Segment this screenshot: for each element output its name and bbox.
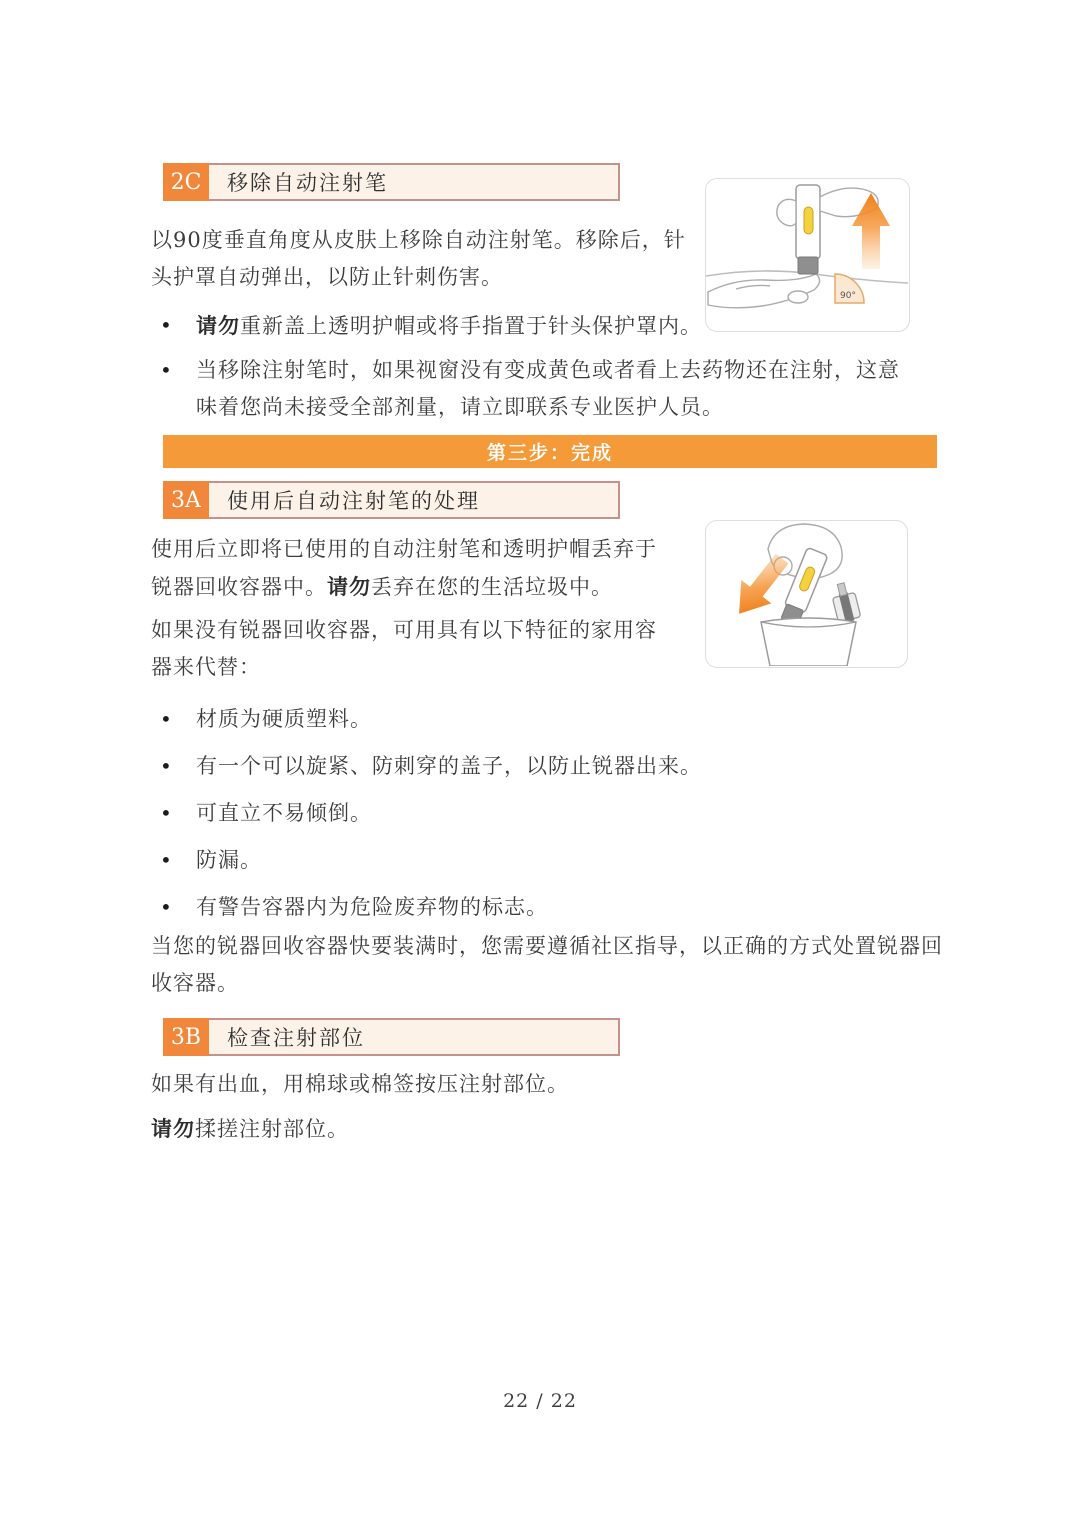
bullet-warning-label: • 有警告容器内为危险废弃物的标志。 <box>160 889 920 926</box>
hand-icon <box>708 274 820 308</box>
para-container-full: 当您的锐器回收容器快要装满时，您需要遵循社区指导，以正确的方式处置锐器回收容器。 <box>151 934 943 995</box>
para-dispose-intro <box>151 531 666 606</box>
section-badge-3b: 3B <box>163 1018 209 1056</box>
section-header-3a <box>163 481 620 519</box>
step-banner: 第三步：完成 <box>163 435 937 468</box>
cap-icon <box>830 581 862 624</box>
figure-dispose-pen <box>705 520 908 668</box>
bullet-text: 重新盖上透明护帽或将手指置于针头保护罩内。 <box>240 314 702 338</box>
para-bold-text: 请勿 <box>151 1116 195 1141</box>
section-badge-2c: 2C <box>163 163 209 201</box>
para-bold-text: 请勿 <box>327 574 371 599</box>
section-header-2c <box>163 163 620 201</box>
bullet-bold-text: 请勿 <box>196 313 240 338</box>
section-title-2c: 移除自动注射笔 <box>209 163 620 201</box>
bullet-tight-lid: • 有一个可以旋紧、防刺穿的盖子，以防止锐器出来。 <box>160 748 920 785</box>
pen-icon <box>796 185 820 274</box>
bullet-window-check <box>160 352 920 426</box>
section-title-3b: 检查注射部位 <box>209 1018 620 1056</box>
para-remove-intro: 以90度垂直角度从皮肤上移除自动注射笔。移除后，针头护罩自动弹出，以防止针刺伤害。 <box>151 228 686 289</box>
para-text: 丢弃在您的生活垃圾中。 <box>371 575 613 599</box>
bullet-hard-plastic: • 材质为硬质塑料。 <box>160 701 920 738</box>
section-title-3a: 使用后自动注射笔的处理 <box>209 481 620 519</box>
page-number: 22 / 22 <box>503 1390 577 1412</box>
dispose-pen-illustration <box>706 521 906 666</box>
para-text: 揉搓注射部位。 <box>195 1117 349 1141</box>
para-no-rub <box>151 1110 851 1148</box>
bullet-upright: • 可直立不易倾倒。 <box>160 795 920 832</box>
para-no-container: 如果没有锐器回收容器，可用具有以下特征的家用容器来代替： <box>151 618 657 679</box>
bullet-no-recap <box>160 307 900 345</box>
section-badge-3a: 3A <box>163 481 209 519</box>
section-header-3b <box>163 1018 620 1056</box>
para-text: 使用后立即将已使用的自动注射笔和透明护帽丢弃于锐器回收容器中。 <box>151 537 657 599</box>
bullet-leakproof: • 防漏。 <box>160 842 920 879</box>
svg-text:90°: 90° <box>840 291 856 301</box>
para-bleeding: 如果有出血，用棉球或棉签按压注射部位。 <box>151 1072 569 1096</box>
angle-90-icon <box>835 274 864 303</box>
bullet-text: 当移除注射笔时，如果视窗没有变成黄色或者看上去药物还在注射，这意味着您尚未接受全部剂量，请立即联系专业医护人员。 <box>196 358 900 419</box>
sharps-container-icon <box>761 618 856 666</box>
